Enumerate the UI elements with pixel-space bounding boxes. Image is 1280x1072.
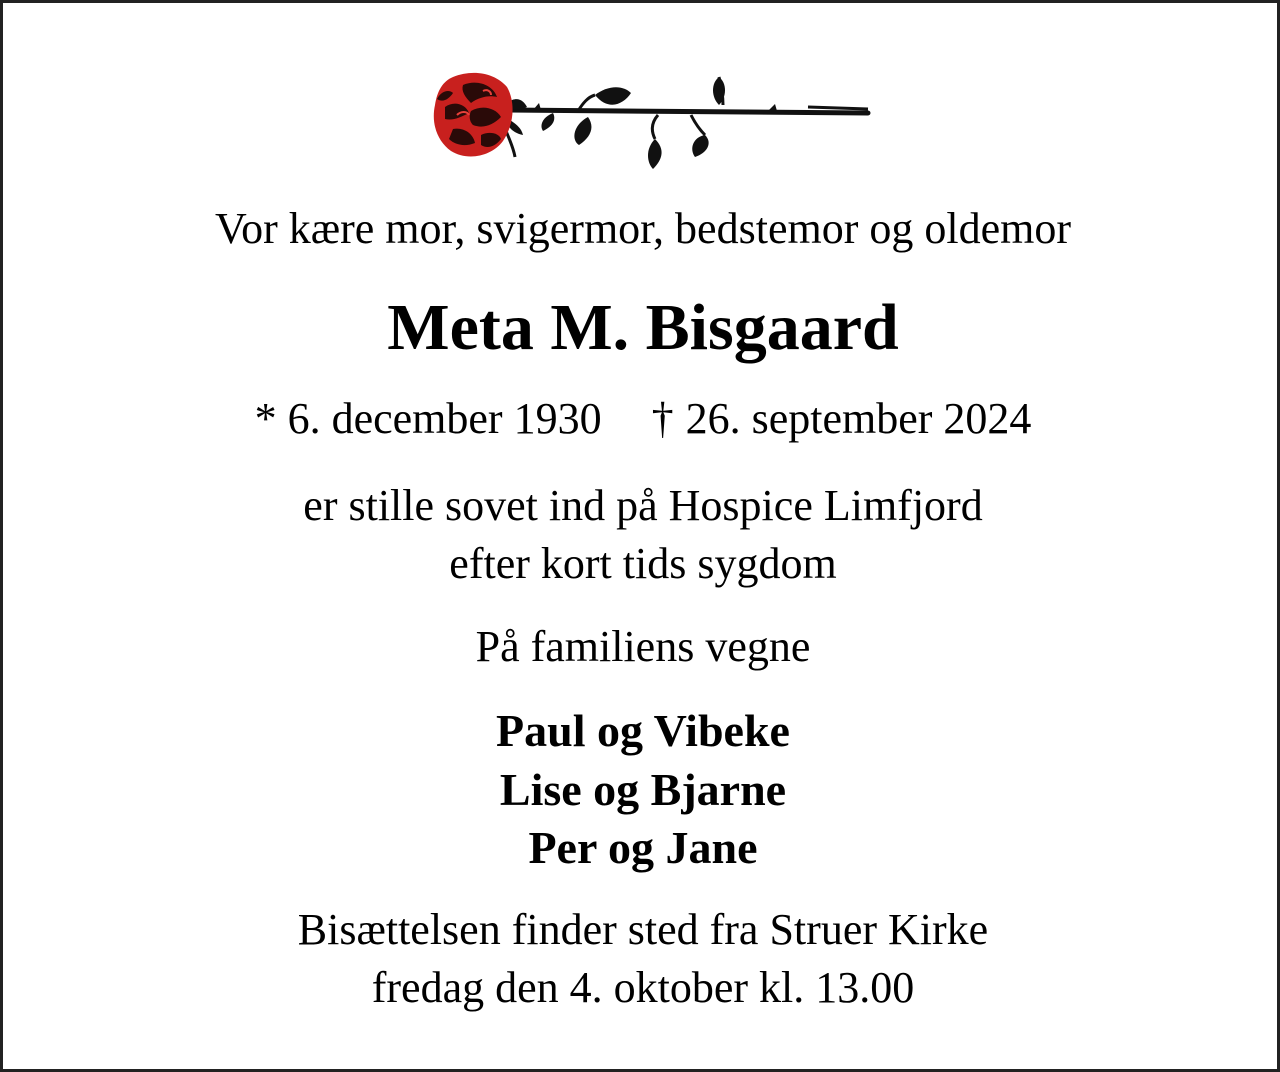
deceased-name: Meta M. Bisgaard xyxy=(387,291,899,364)
life-dates xyxy=(3,394,1280,443)
death-date: 26. september 2024 xyxy=(685,394,1032,443)
funeral-info-line-2: fredag den 4. oktober kl. 13.00 xyxy=(371,963,915,1012)
funeral-info-line-1: Bisættelsen finder sted fra Struer Kirke xyxy=(297,905,989,954)
birth-date: 6. december 1930 xyxy=(287,394,602,443)
death-notice-line-2: efter kort tids sygdom xyxy=(449,539,837,588)
signatory: Lise og Bjarne xyxy=(499,764,787,815)
death-notice-line-1: er stille sovet ind på Hospice Limfjord xyxy=(303,481,983,530)
signatory: Paul og Vibeke xyxy=(496,705,790,756)
red-rose-icon xyxy=(423,65,873,175)
intro-line: Vor kære mor, svigermor, bedstemor og oldemor xyxy=(215,204,1071,253)
on-behalf-line: På familiens vegne xyxy=(475,622,811,671)
death-cross-symbol: † xyxy=(651,394,674,443)
birth-symbol: * xyxy=(254,394,277,443)
signatory: Per og Jane xyxy=(528,822,758,873)
